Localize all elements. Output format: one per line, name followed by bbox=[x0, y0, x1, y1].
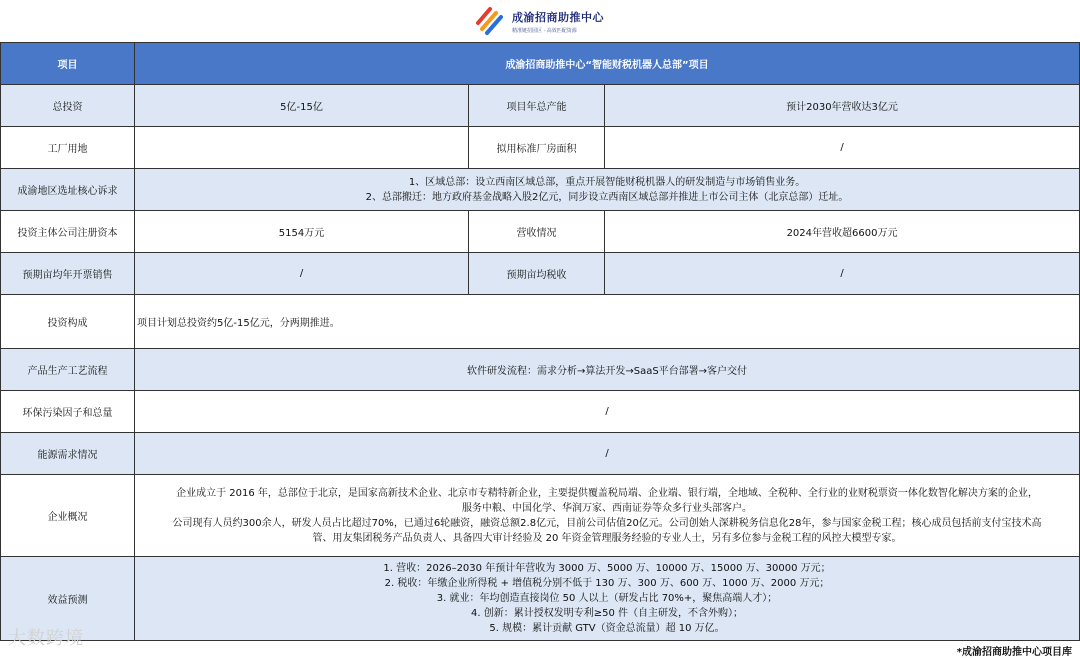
overview-label: 企业概况 bbox=[1, 475, 135, 557]
structure-label: 投资构成 bbox=[1, 295, 135, 349]
factory-area-label: 拟用标准厂房面积 bbox=[469, 127, 605, 169]
table-row bbox=[1, 169, 1080, 211]
revenue-value: 2024年营收超6600万元 bbox=[605, 211, 1080, 253]
table-row bbox=[1, 211, 1080, 253]
footer-note: *成渝招商助推中心项目库 bbox=[956, 647, 1072, 658]
structure-value: 项目计划总投资约5亿-15亿元，分两期推进。 bbox=[135, 295, 1080, 349]
table-row bbox=[1, 85, 1080, 127]
logo-title: 成渝招商助推中心 bbox=[512, 10, 604, 24]
pollution-label: 环保污染因子和总量 bbox=[1, 391, 135, 433]
annual-capacity-value: 预计2030年营收达3亿元 bbox=[605, 85, 1080, 127]
overview-line: 管、用友集团税务产品负责人、具备四大审计经验及 20 年资金管理服务经验的专业人士，另有多位参与金税工程的风控大模型专家。 bbox=[312, 532, 902, 544]
process-value: 软件研发流程：需求分析→算法开发→SaaS平台部署→客户交付 bbox=[135, 349, 1080, 391]
table-row bbox=[1, 475, 1080, 557]
overview-value bbox=[135, 475, 1080, 557]
logo bbox=[472, 3, 612, 39]
factory-area-value: / bbox=[605, 127, 1080, 169]
table-header-row bbox=[1, 43, 1080, 85]
benefit-value bbox=[135, 557, 1080, 641]
watermark: 大数跨境 bbox=[8, 628, 84, 649]
header-label: 项目 bbox=[1, 43, 135, 85]
benefit-label: 效益预测 bbox=[1, 557, 135, 641]
table-row bbox=[1, 433, 1080, 475]
appeal-line: 2、总部搬迁：地方政府基金战略入股2亿元，同步设立西南区域总部并推进上市公司主体（北京总部）迁址。 bbox=[365, 191, 849, 203]
revenue-label: 营收情况 bbox=[469, 211, 605, 253]
table-row bbox=[1, 557, 1080, 641]
logo-icon bbox=[472, 3, 508, 39]
tax-label: 预期亩均税收 bbox=[469, 253, 605, 295]
process-label: 产品生产工艺流程 bbox=[1, 349, 135, 391]
energy-value: / bbox=[135, 433, 1080, 475]
table-row bbox=[1, 349, 1080, 391]
table-row bbox=[1, 295, 1080, 349]
benefit-line: 4. 创新：累计授权发明专利≥50 件（自主研发，不含外购）； bbox=[471, 608, 744, 619]
overview-line: 服务中粮、中国化学、华润万家、西南证券等众多行业头部客户。 bbox=[462, 502, 753, 514]
benefit-line: 5. 规模：累计贡献 GTV（资金总流量）超 10 万亿。 bbox=[489, 623, 725, 634]
capital-label: 投资主体公司注册资本 bbox=[1, 211, 135, 253]
land-value bbox=[135, 127, 469, 169]
project-table bbox=[0, 42, 1080, 641]
benefit-line: 1. 营收：2026–2030 年预计年营收为 3000 万、5000 万、10000 万、15000 万、30000 万元； bbox=[383, 563, 831, 574]
sales-label: 预期亩均年开票销售 bbox=[1, 253, 135, 295]
appeal-label: 成渝地区选址核心诉求 bbox=[1, 169, 135, 211]
header-title: 成渝招商助推中心“智能财税机器人总部”项目 bbox=[135, 43, 1080, 85]
energy-label: 能源需求情况 bbox=[1, 433, 135, 475]
capital-value: 5154万元 bbox=[135, 211, 469, 253]
header bbox=[0, 0, 1080, 42]
total-investment-value: 5亿-15亿 bbox=[135, 85, 469, 127]
benefit-line: 3. 就业：年均创造直接岗位 50 人以上（研发占比 70%+，聚焦高端人才）； bbox=[436, 593, 778, 604]
table-row bbox=[1, 391, 1080, 433]
appeal-value bbox=[135, 169, 1080, 211]
sales-value: / bbox=[135, 253, 469, 295]
land-label: 工厂用地 bbox=[1, 127, 135, 169]
pollution-value: / bbox=[135, 391, 1080, 433]
overview-line: 企业成立于 2016 年，总部位于北京，是国家高新技术企业、北京市专精特新企业，主要提供覆盖税局端、企业端、银行端，全地域、全税种、全行业的业财税票资一体化数智化解决方案的企业， bbox=[176, 487, 1038, 499]
appeal-line: 1、区域总部：设立西南区域总部，重点开展智能财税机器人的研发制造与市场销售业务。 bbox=[408, 176, 806, 188]
annual-capacity-label: 项目年总产能 bbox=[469, 85, 605, 127]
table-row bbox=[1, 253, 1080, 295]
table-row bbox=[1, 127, 1080, 169]
benefit-line: 2. 税收：年缴企业所得税 + 增值税分别不低于 130 万、300 万、600 万、1000 万、2000 万元； bbox=[384, 578, 830, 589]
tax-value: / bbox=[605, 253, 1080, 295]
overview-line: 公司现有人员约300余人，研发人员占比超过70%，已通过6轮融资，融资总额2.8亿元，目前公司估值20亿元。公司创始人深耕税务信息化28年，参与国家金税工程；核心成员包括前支付宝技术高 bbox=[172, 517, 1042, 529]
total-investment-label: 总投资 bbox=[1, 85, 135, 127]
logo-subtitle: 精准链招园区 · 高效匹配资源 bbox=[512, 27, 577, 34]
